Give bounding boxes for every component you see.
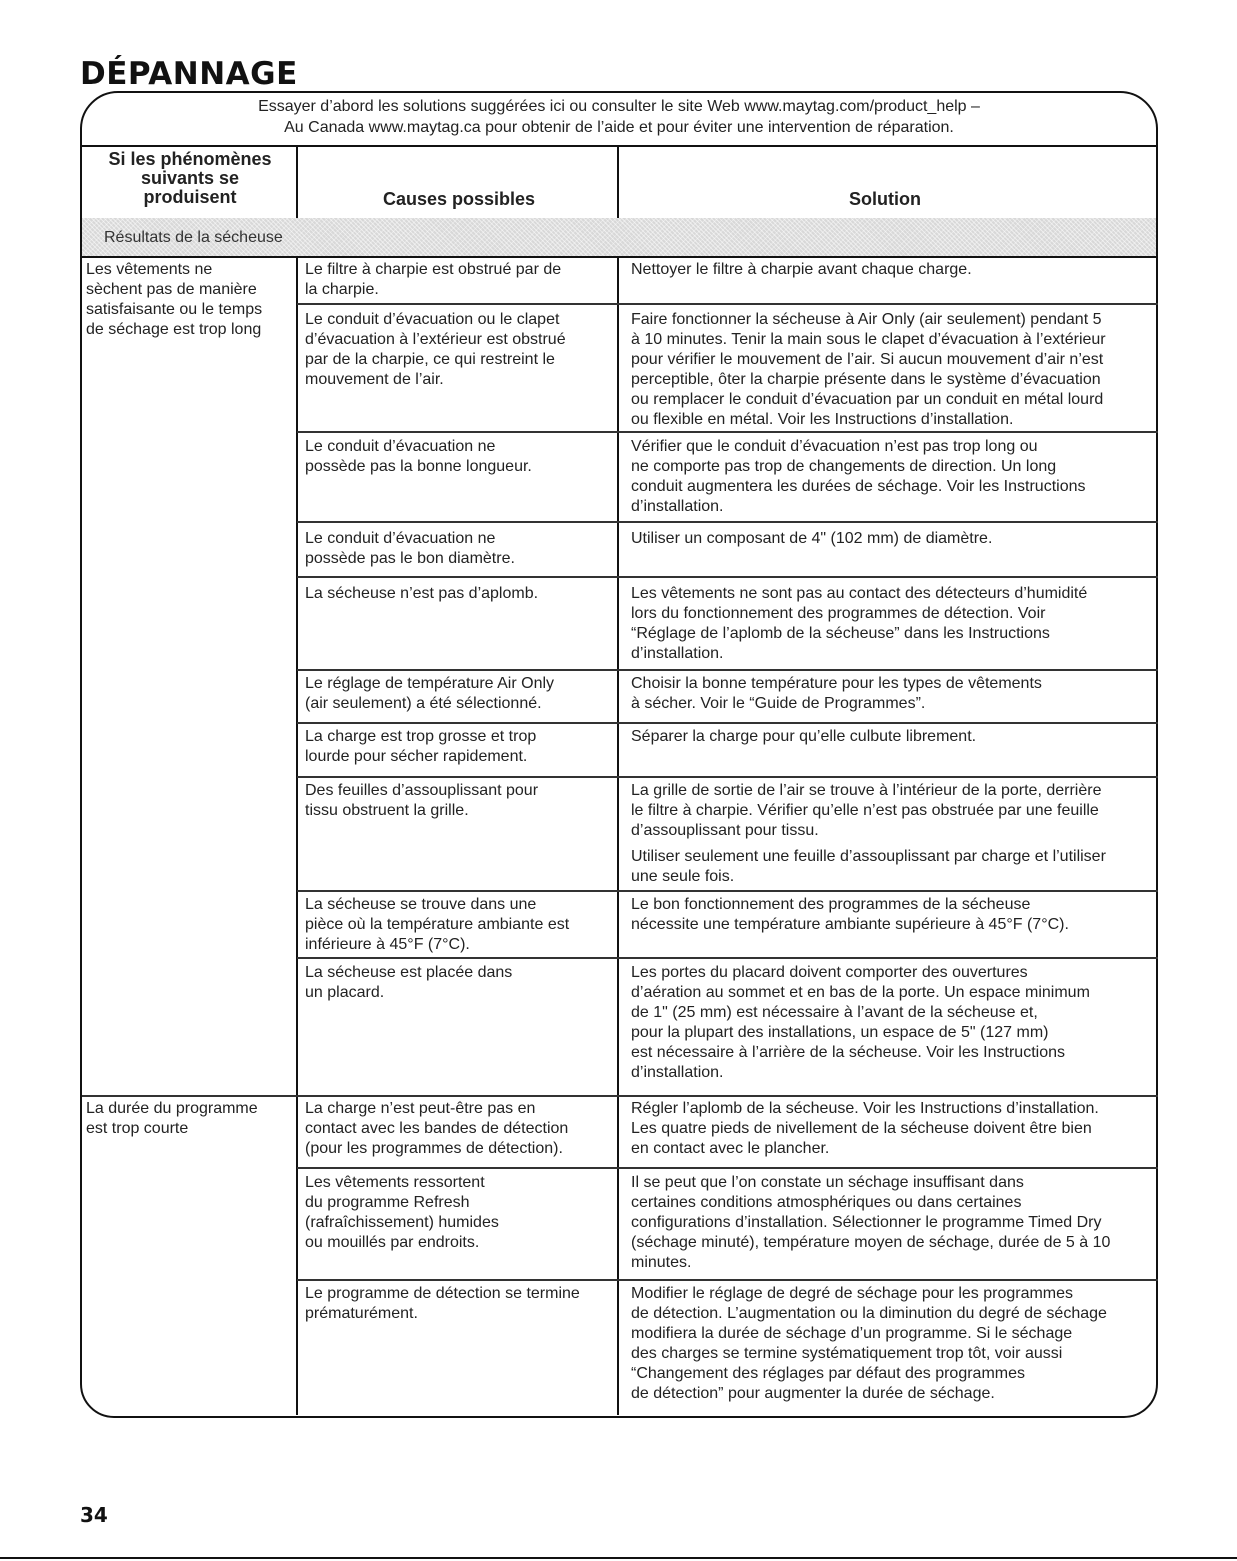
band-bottom-rule bbox=[80, 256, 1158, 258]
cause-3: Le conduit d’évacuation ne possède pas la bonne longueur. bbox=[305, 438, 532, 475]
solution-9: Le bon fonctionnement des programmes de la sécheuse nécessite une température ambiante supérieure à 45°F (7°C). bbox=[631, 896, 1069, 933]
solution-3: Vérifier que le conduit d’évacuation n’est pas trop long ou ne comporte pas trop de changements de direction. Un long conduit augmentera les durées de séchage. Voir les Instructions d’installation. bbox=[631, 438, 1086, 515]
solution-13: Modifier le réglage de degré de séchage pour les programmes de détection. L’augmentation ou la diminution du degré de séchage modifiera la durée de séchage d’un programme. Si le séchage des charges se termine systématiquement trop tôt, voir aussi “Changement des réglages par défaut des programmes de détection” pour augmenter la durée de séchage. bbox=[631, 1285, 1107, 1402]
page-title: DÉPANNAGE bbox=[80, 56, 298, 92]
header-problem: Si les phénomènes suivants se produisent bbox=[108, 149, 272, 207]
header-causes: Causes possibles bbox=[382, 189, 536, 209]
cause-10: La sécheuse est placée dans un placard. bbox=[305, 964, 513, 1001]
section-label: Résultats de la sécheuse bbox=[104, 229, 283, 246]
row-divider bbox=[297, 576, 1158, 578]
problem-1: Les vêtements ne sèchent pas de manière satisfaisante ou le temps de séchage est trop long bbox=[86, 261, 263, 338]
footer-rule bbox=[0, 1557, 1237, 1559]
row-divider bbox=[297, 669, 1158, 671]
solution-7: Séparer la charge pour qu’elle culbute librement. bbox=[631, 728, 977, 745]
cause-9: La sécheuse se trouve dans une pièce où la température ambiante est inférieure à 45°F (7°C). bbox=[305, 896, 570, 953]
problem-2: La durée du programme est trop courte bbox=[86, 1100, 258, 1137]
cause-5: La sécheuse n’est pas d’aplomb. bbox=[305, 585, 539, 602]
solution-8-extra: Utiliser seulement une feuille d’assouplissant par charge et l’utiliser une seule fois. bbox=[631, 848, 1106, 885]
cause-2: Le conduit d’évacuation ou le clapet d’évacuation à l’extérieur est obstrué par de la charpie, ce qui restreint le mouvement de l’air. bbox=[305, 311, 566, 388]
solution-12: Il se peut que l’on constate un séchage insuffisant dans certaines conditions atmosphériques ou dans certaines configurations d’installation. Sélectionner le programme Timed Dry (séchage minuté), température moyen de séchage, durée de 5 à 10 minutes. bbox=[631, 1174, 1111, 1271]
intro-line-2: Au Canada www.maytag.ca pour obtenir de l’aide et pour éviter une intervention de réparation. bbox=[284, 119, 954, 136]
row-divider bbox=[297, 521, 1158, 523]
row-divider bbox=[297, 303, 1158, 305]
cause-7: La charge est trop grosse et trop lourde pour sécher rapidement. bbox=[305, 728, 537, 765]
solution-6: Choisir la bonne température pour les types de vêtements à sécher. Voir le “Guide de Programmes”. bbox=[631, 675, 1042, 712]
cause-8: Des feuilles d’assouplissant pour tissu obstruent la grille. bbox=[305, 782, 539, 819]
row-divider bbox=[297, 890, 1158, 892]
solution-4: Utiliser un composant de 4" (102 mm) de diamètre. bbox=[631, 530, 993, 547]
solution-11: Régler l’aplomb de la sécheuse. Voir les Instructions d’installation. Les quatre pieds de nivellement de la sécheuse doivent être bien en contact avec le plancher. bbox=[631, 1100, 1099, 1157]
problem-divider bbox=[82, 1095, 297, 1097]
header-solution: Solution bbox=[849, 189, 921, 209]
cause-11: La charge n’est peut-être pas en contact avec les bandes de détection (pour les programmes de détection). bbox=[305, 1100, 569, 1157]
row-divider bbox=[297, 1279, 1158, 1281]
cause-13: Le programme de détection se termine prématurément. bbox=[305, 1285, 580, 1322]
column-divider-1 bbox=[296, 145, 298, 1415]
intro-text bbox=[80, 96, 1158, 138]
solution-1: Nettoyer le filtre à charpie avant chaque charge. bbox=[631, 261, 972, 278]
solution-10: Les portes du placard doivent comporter des ouvertures d’aération au sommet et en bas de la porte. Un espace minimum de 1" (25 mm) est nécessaire à l’avant de la sécheuse et, pour la plupart des installations, un espace de 5" (127 mm) est nécessaire à l’arrière de la sécheuse. Voir les Instructions d’installation. bbox=[631, 964, 1090, 1081]
row-divider bbox=[297, 431, 1158, 433]
cause-6: Le réglage de température Air Only (air seulement) a été sélectionné. bbox=[305, 675, 555, 712]
row-divider bbox=[297, 1095, 1158, 1097]
row-divider bbox=[297, 1167, 1158, 1169]
column-divider-2 bbox=[617, 145, 619, 1415]
solution-5: Les vêtements ne sont pas au contact des détecteurs d’humidité lors du fonctionnement des programmes de détection. Voir “Réglage de l’aplomb de la sécheuse” dans les Instructions d’installation. bbox=[631, 585, 1088, 662]
intro-line-1: Essayer d’abord les solutions suggérées ici ou consulter le site Web www.maytag.com/product_help – bbox=[258, 98, 980, 115]
solution-8: La grille de sortie de l’air se trouve à l’intérieur de la porte, derrière le filtre à charpie. Vérifier qu’elle n’est pas obstruée par une feuille d’assouplissant pour tissu. bbox=[631, 782, 1102, 839]
solution-2: Faire fonctionner la sécheuse à Air Only (air seulement) pendant 5 à 10 minutes. Tenir la main sous le clapet d’évacuation à l’extérieur pour vérifier le mouvement de l’air. Si aucun mouvement d’air n’est perceptible, ôter la charpie présente dans le système d’évacuation ou remplacer le conduit d’évacuation par un conduit en métal lourd ou flexible en métal. Voir les Instructions d’installation. bbox=[631, 311, 1106, 428]
header-top-rule bbox=[80, 145, 1158, 147]
page-number: 34 bbox=[80, 1503, 108, 1527]
cause-1: Le filtre à charpie est obstrué par de la charpie. bbox=[305, 261, 562, 298]
cause-4: Le conduit d’évacuation ne possède pas le bon diamètre. bbox=[305, 530, 515, 567]
cause-12: Les vêtements ressortent du programme Refresh (rafraîchissement) humides ou mouillés par endroits. bbox=[305, 1174, 499, 1251]
row-divider bbox=[297, 722, 1158, 724]
row-divider bbox=[297, 776, 1158, 778]
row-divider bbox=[297, 957, 1158, 959]
